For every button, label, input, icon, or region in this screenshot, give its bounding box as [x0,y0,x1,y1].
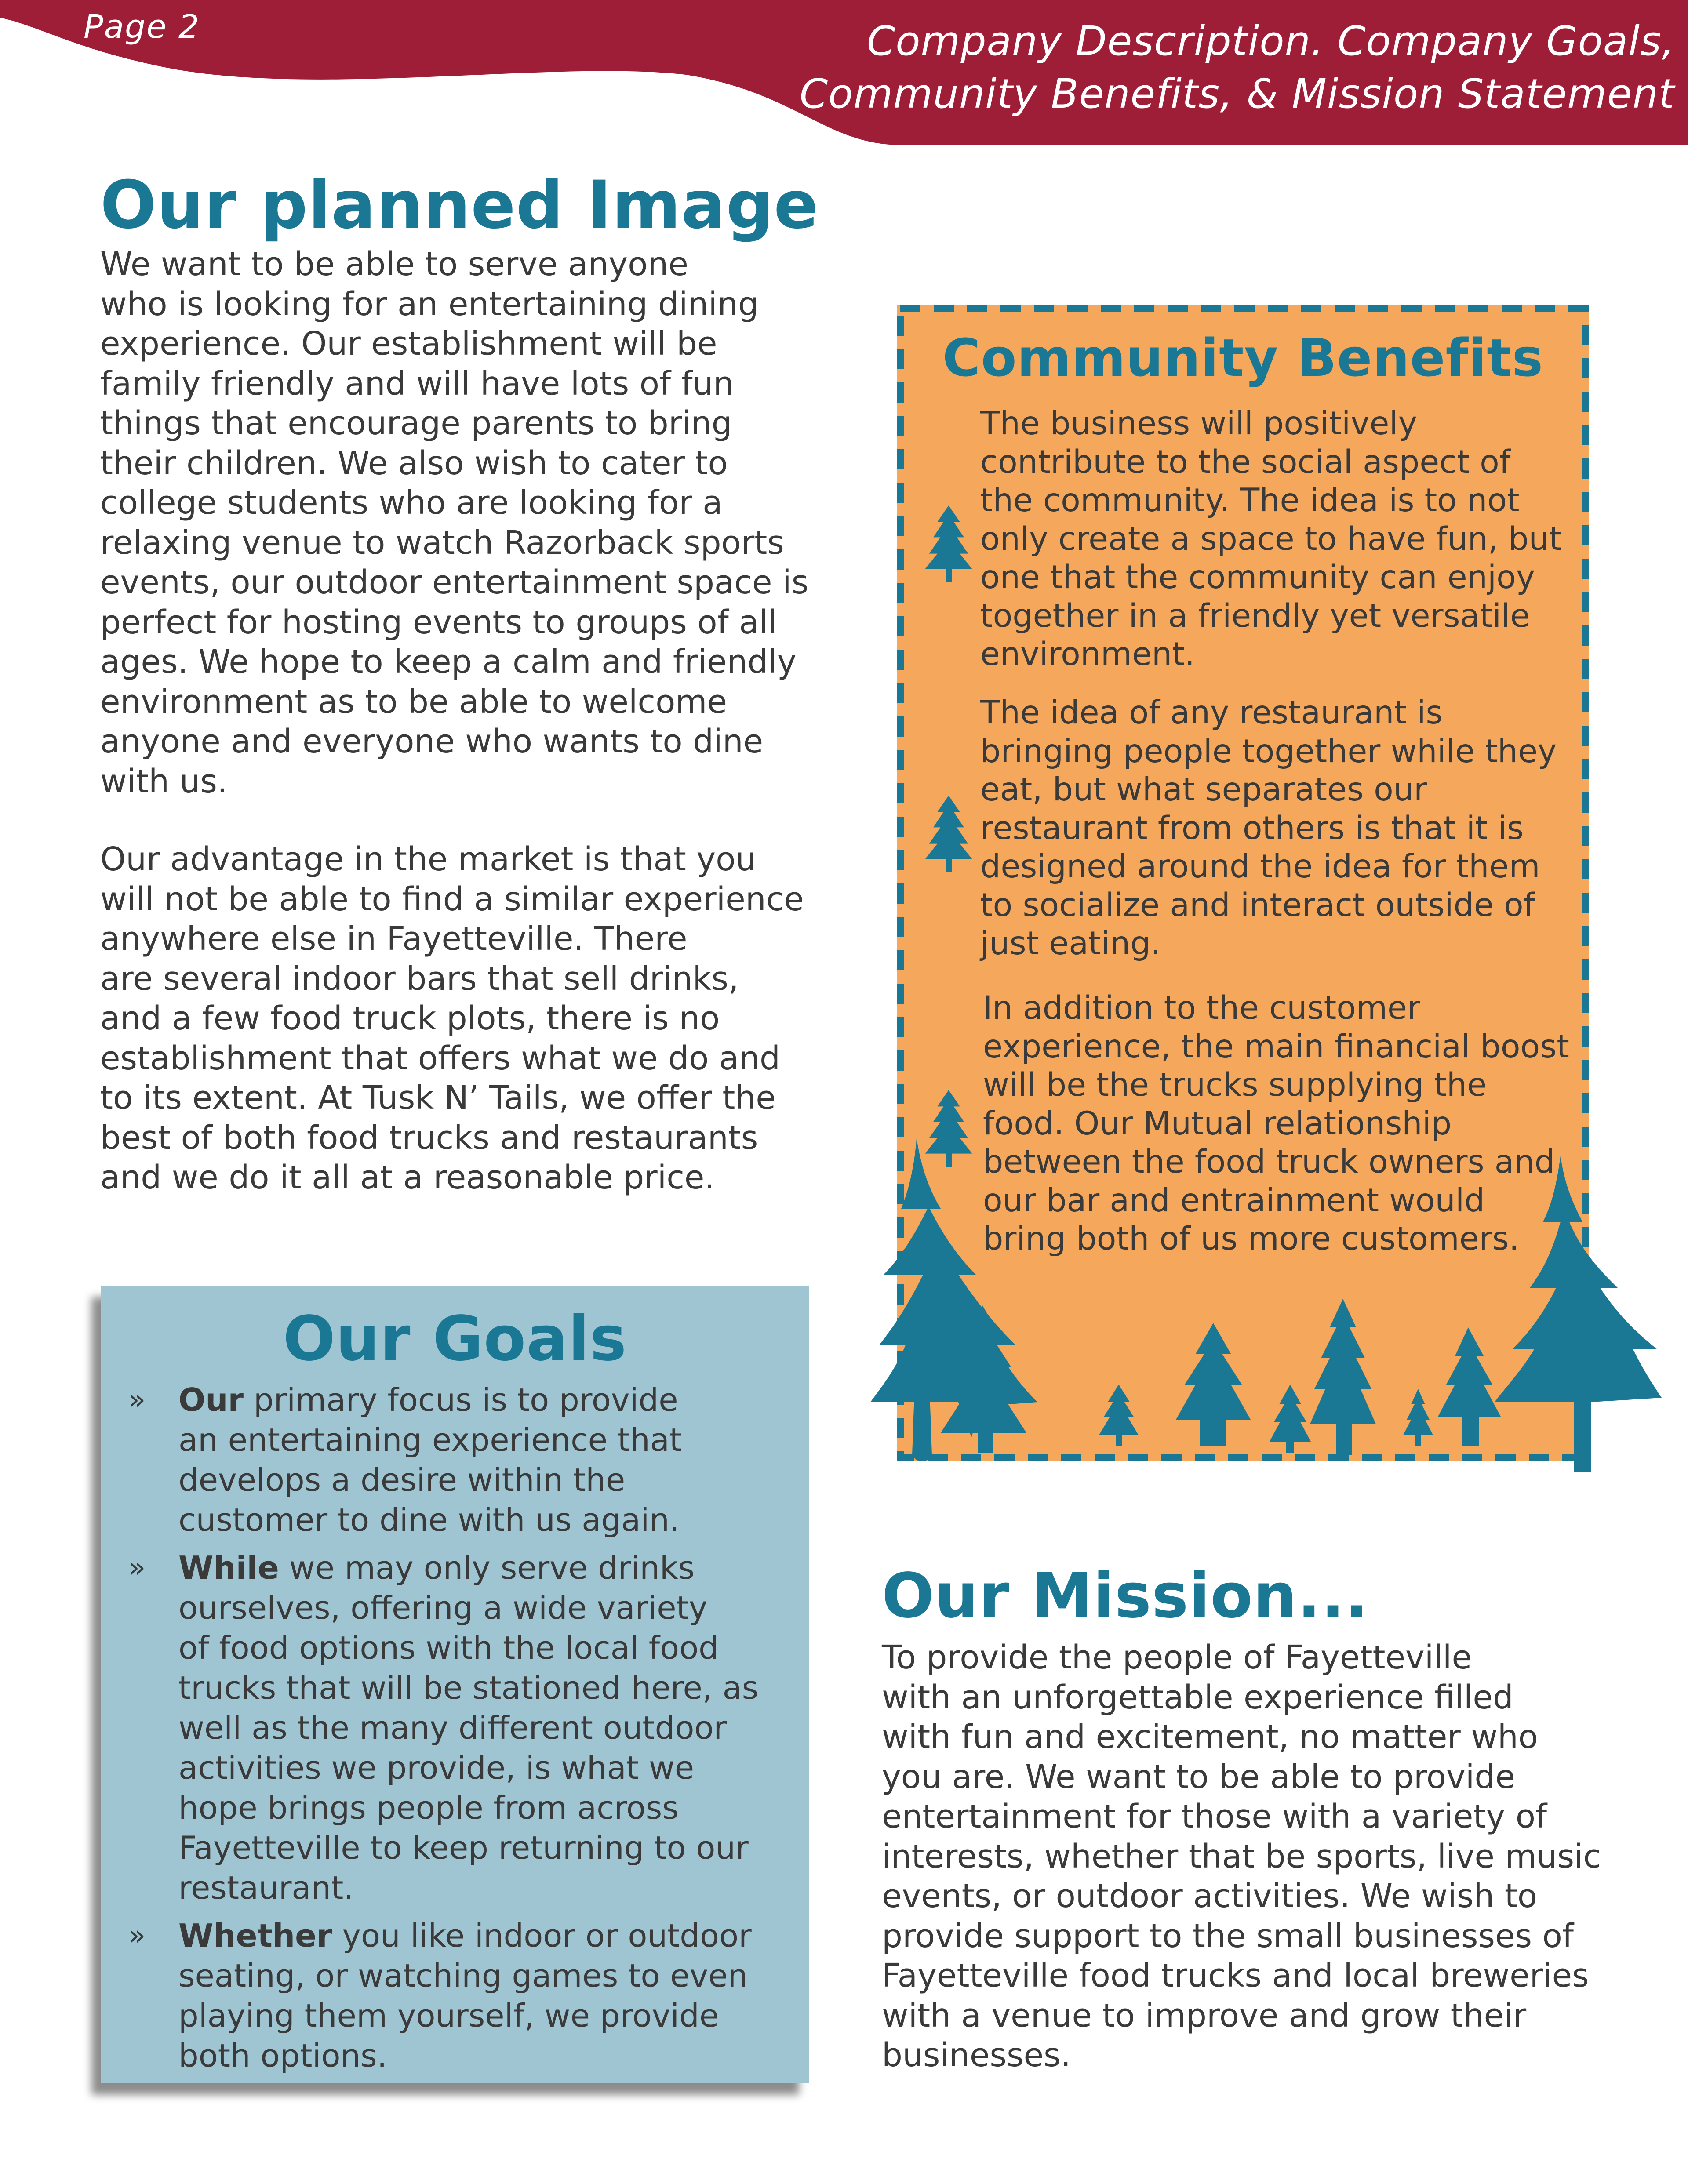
community-benefits-heading: Community Benefits [942,327,1543,388]
planned-image-paragraph-1: We want to be able to serve anyone who is looking for an entertaining dining experience. Our establishment will be family friendly and will have lots of fun things that encourage parents to bring their children. We also wish to cater to college students who are looking for a relaxing venue to watch Razorback sports events, our outdoor entertainment space is perfect for hosting events to groups of all ages. We hope to keep a calm and friendly environment as to be able to welcome anyone and everyone who wants to dine with us. [100,245,809,800]
community-paragraph-3: In addition to the customer experience, the main financial boost will be the trucks supplying the food. Our Mutual relationship between the food truck owners and our bar and entrainment would bring both of us more customers. [983,989,1569,1257]
mission-heading: Our Mission... [882,1560,1369,1632]
planned-image-paragraph-2: Our advantage in the market is that you will not be able to find a similar experience anywhere else in Fayetteville. There are several indoor bars that sell drinks, and a few food truck plots, there is no establishment that offers what we do and to its extent. At Tusk N’ Tails, we offer the best of both food trucks and restaurants and we do it all at a reasonable price. [100,840,804,1196]
section-title-line-1: Company Description. Company Goals, [867,18,1675,65]
bullet-icon: » [128,1384,146,1416]
mission-paragraph: To provide the people of Fayetteville with an unforgettable experience filled with fun and excitement, no matter who you are. We want to be able to provide entertainment for those with a variety of interests, whether that be sports, live music events, or outdoor activities. We wish to provide support to the small businesses of Fayetteville food trucks and local breweries with a venue to improve and grow their businesses. [882,1639,1601,2074]
bullet-icon: » [128,1919,146,1952]
goals-heading: Our Goals [283,1303,627,1375]
pine-tree-icon [922,796,975,872]
planned-image-heading: Our planned Image [100,167,819,243]
page-number: Page 2 [84,8,200,46]
goal-item: » Whether you like indoor or outdoor seating, or watching games to even playing them yourself, we provide both options. [101,1916,809,2076]
section-title-line-2: Community Benefits, & Mission Statement [799,70,1675,117]
forest-illustration [826,1138,1662,1472]
pine-tree-icon [922,505,975,582]
goals-box [101,1286,809,2083]
goal-item: » While we may only serve drinks ourselves, offering a wide variety of food options with the local food trucks that will be stationed here, as well as the many different outdoor activities we provide, is what we hope brings people from across Fayetteville to keep returning to our restaurant. [101,1548,809,1908]
community-paragraph-2: The idea of any restaurant is bringing people together while they eat, but what separates our restaurant from others is that it is designed around the idea for them to socialize and interact outside of just eating. [980,694,1557,962]
goals-list [101,1380,809,2084]
goal-item: » Our primary focus is to provide an entertaining experience that develops a desire within the customer to dine with us again. [101,1380,809,1540]
bullet-icon: » [128,1552,146,1584]
community-paragraph-1: The business will positively contribute to the social aspect of the community. The idea is to not only create a space to have fun, but one that the community can enjoy together in a friendly yet versatile environment. [980,405,1562,673]
